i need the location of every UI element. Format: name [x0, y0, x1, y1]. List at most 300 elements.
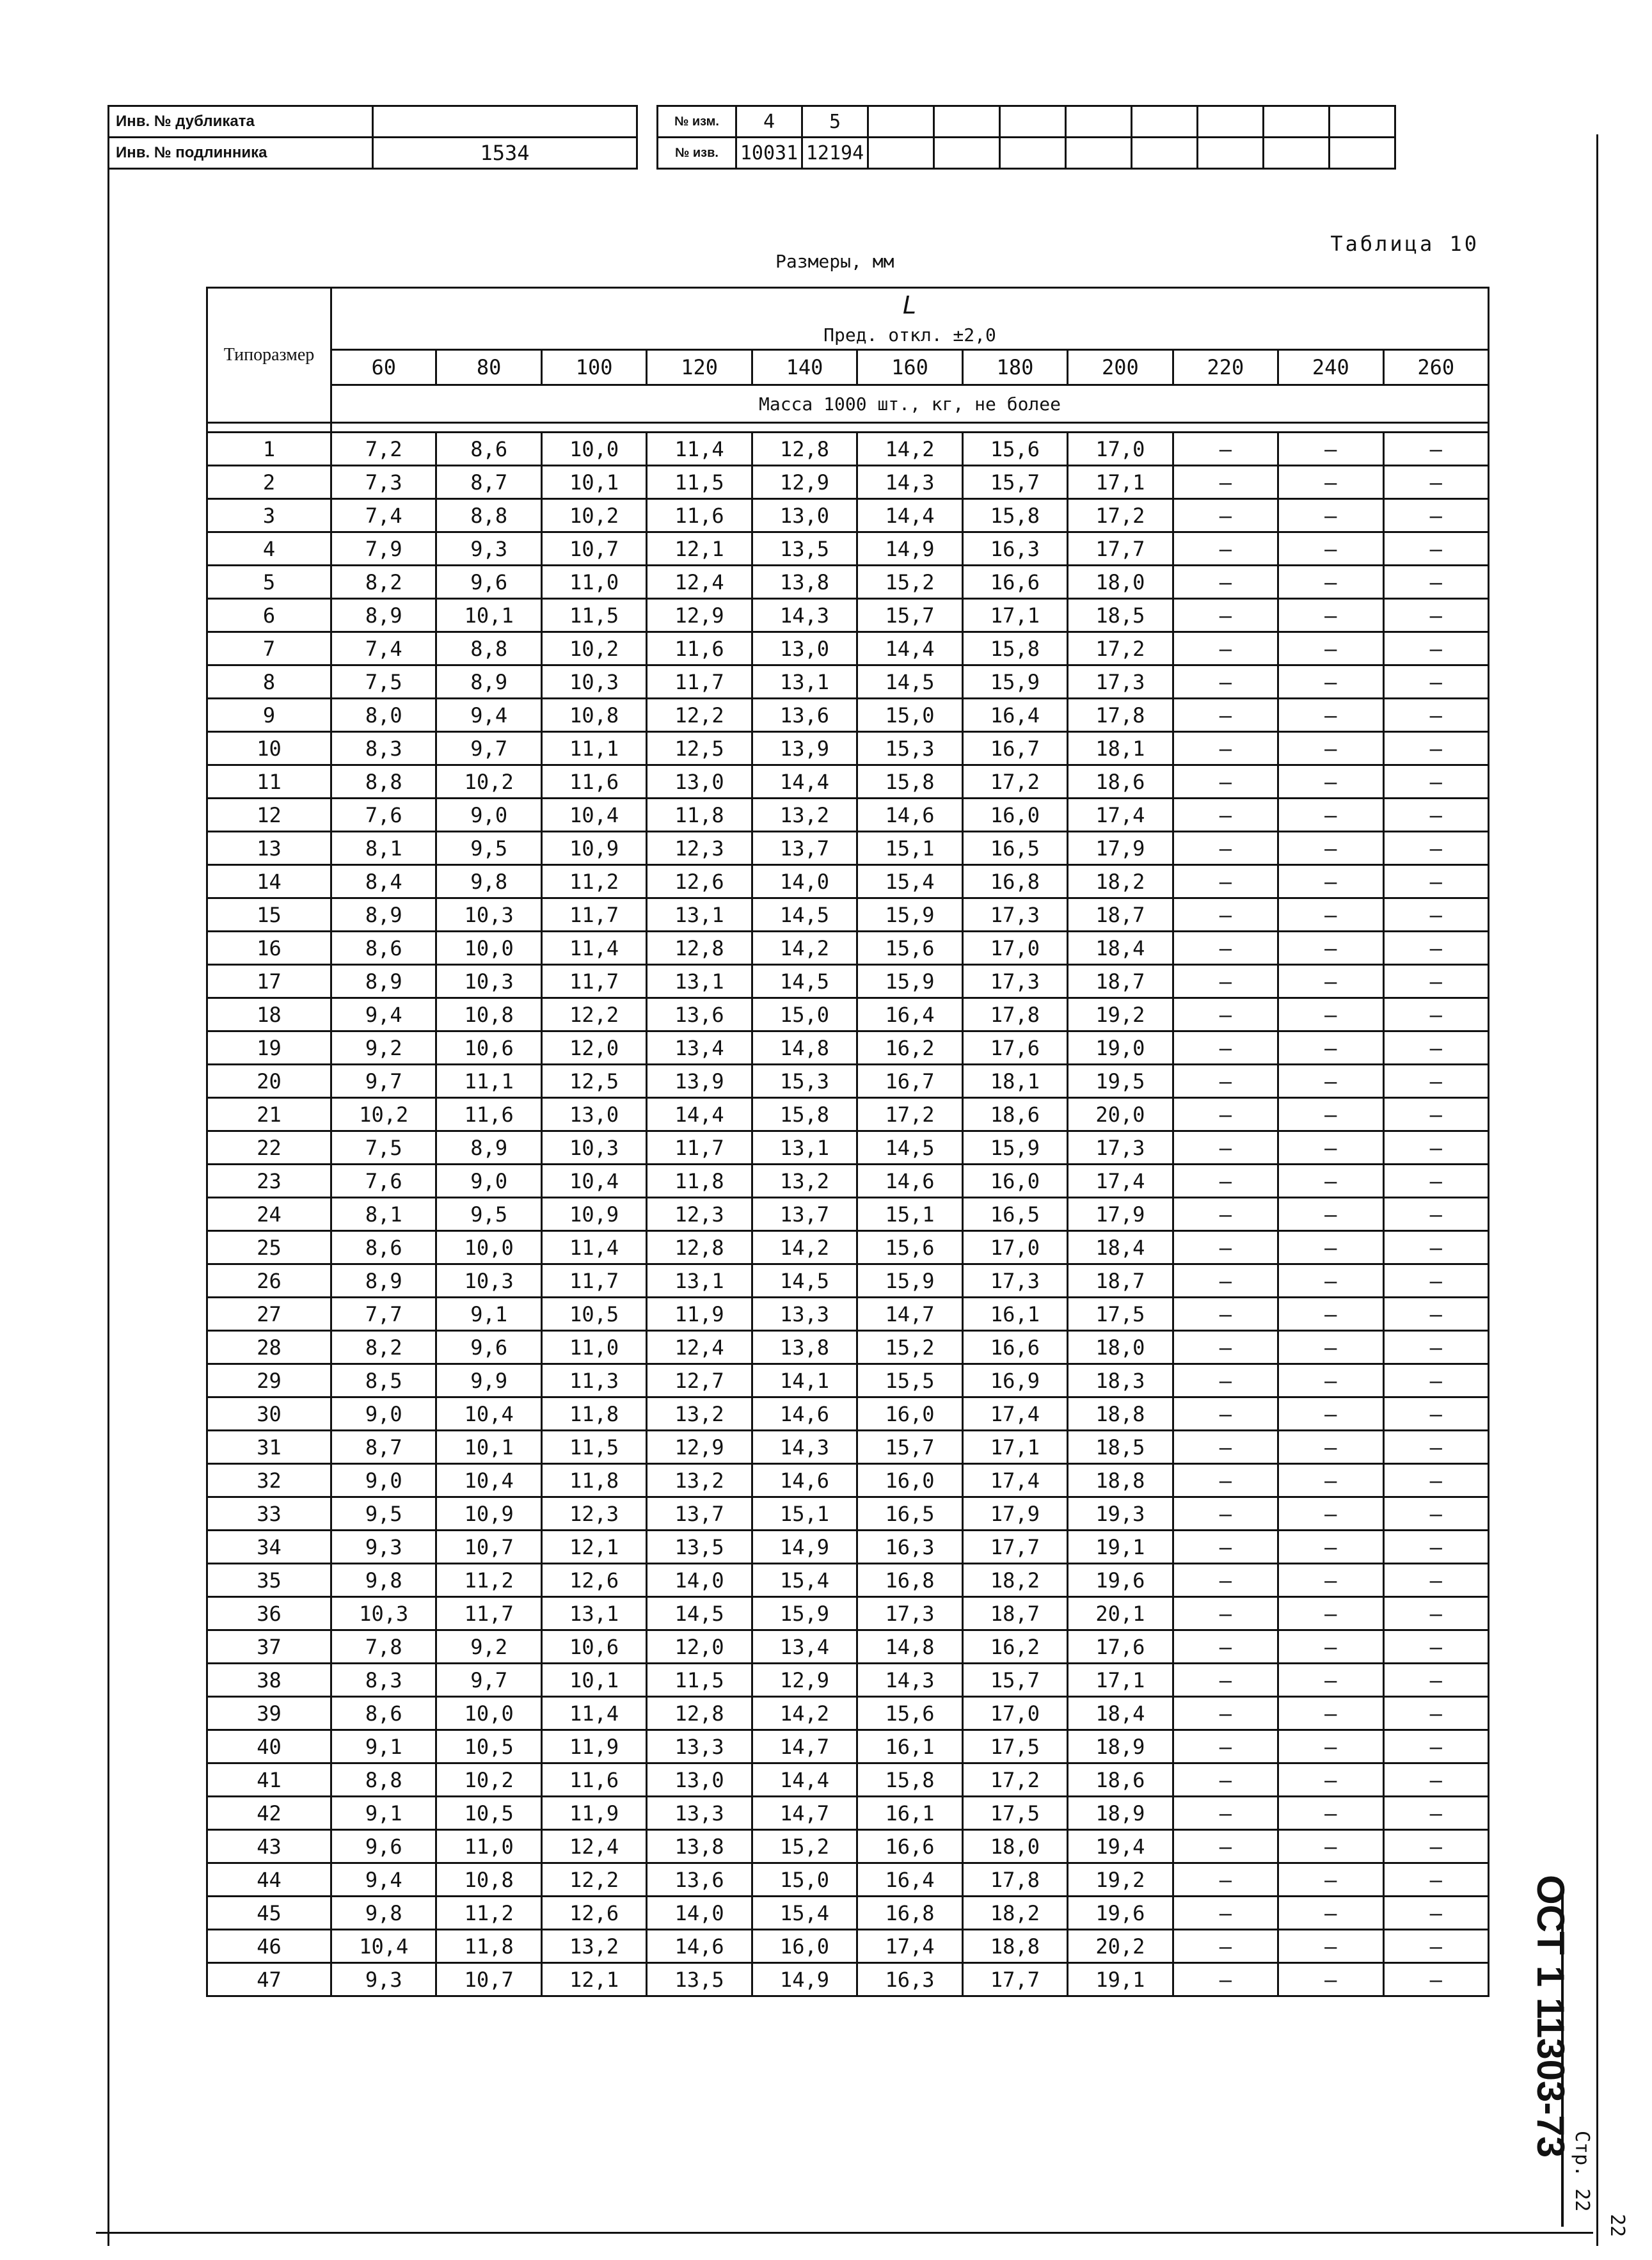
- size-cell: 46: [207, 1930, 331, 1963]
- mass-cell: 17,7: [962, 1963, 1067, 1996]
- mass-cell: –: [1278, 1264, 1383, 1298]
- mass-cell: 7,6: [331, 799, 436, 832]
- mass-cell: 16,0: [962, 799, 1067, 832]
- mass-cell: –: [1278, 599, 1383, 632]
- mass-cell: 11,6: [436, 1098, 541, 1131]
- revision-notice-cell: [1132, 138, 1198, 169]
- mass-cell: 17,5: [962, 1730, 1067, 1763]
- mass-cell: 16,7: [962, 732, 1067, 765]
- mass-cell: –: [1383, 1930, 1488, 1963]
- mass-cell: 13,1: [647, 1264, 752, 1298]
- mass-cell: –: [1278, 1298, 1383, 1331]
- mass-cell: –: [1383, 1031, 1488, 1065]
- units-caption: Размеры, мм: [775, 251, 894, 272]
- original-inv-value: 1534: [373, 138, 637, 169]
- mass-cell: 15,7: [857, 1431, 962, 1464]
- mass-cell: –: [1383, 898, 1488, 932]
- mass-cell: –: [1383, 865, 1488, 898]
- length-column-header: 120: [647, 350, 752, 385]
- mass-cell: 8,7: [436, 466, 541, 499]
- mass-cell: –: [1278, 1763, 1383, 1797]
- mass-cell: 15,6: [962, 433, 1067, 466]
- mass-cell: –: [1173, 1098, 1278, 1131]
- mass-cell: 12,2: [541, 1863, 646, 1897]
- size-cell: 29: [207, 1364, 331, 1397]
- mass-cell: 11,1: [541, 732, 646, 765]
- page-frame-bottom: [96, 2232, 1593, 2234]
- table-row: [207, 466, 1489, 499]
- size-cell: 47: [207, 1963, 331, 1996]
- table-row: [207, 1331, 1489, 1364]
- table-row: [207, 1098, 1489, 1131]
- table-row: [207, 1431, 1489, 1464]
- mass-cell: –: [1278, 765, 1383, 799]
- mass-cell: 14,6: [752, 1397, 857, 1431]
- mass-cell: –: [1383, 732, 1488, 765]
- mass-cell: 13,5: [752, 532, 857, 566]
- mass-cell: –: [1383, 566, 1488, 599]
- size-cell: 2: [207, 466, 331, 499]
- mass-cell: –: [1278, 1431, 1383, 1464]
- mass-cell: –: [1173, 1597, 1278, 1630]
- revision-change-cell: 5: [802, 106, 868, 138]
- mass-cell: 18,7: [962, 1597, 1067, 1630]
- mass-cell: 11,6: [647, 632, 752, 665]
- mass-cell: 17,4: [1068, 1165, 1173, 1198]
- change-number-label: № изм.: [658, 106, 736, 138]
- mass-cell: –: [1173, 1464, 1278, 1497]
- mass-cell: 9,0: [436, 799, 541, 832]
- mass-cell: 18,8: [1068, 1397, 1173, 1431]
- mass-cell: 15,9: [857, 898, 962, 932]
- mass-cell: 12,9: [752, 1664, 857, 1697]
- mass-cell: 17,9: [1068, 832, 1173, 865]
- mass-cell: –: [1383, 1298, 1488, 1331]
- mass-cell: –: [1383, 1431, 1488, 1464]
- size-cell: 33: [207, 1497, 331, 1531]
- size-cell: 10: [207, 732, 331, 765]
- mass-cell: –: [1278, 1930, 1383, 1963]
- mass-cell: –: [1278, 1231, 1383, 1264]
- length-column-header: 160: [857, 350, 962, 385]
- size-cell: 1: [207, 433, 331, 466]
- mass-cell: 13,4: [752, 1630, 857, 1664]
- mass-cell: 14,9: [752, 1963, 857, 1996]
- length-column-header: 200: [1068, 350, 1173, 385]
- mass-cell: 17,1: [1068, 1664, 1173, 1697]
- mass-cell: –: [1278, 865, 1383, 898]
- mass-cell: 17,2: [962, 1763, 1067, 1797]
- table-row: [207, 1664, 1489, 1697]
- mass-cell: 9,7: [436, 732, 541, 765]
- mass-cell: 15,8: [857, 765, 962, 799]
- mass-cell: 17,2: [857, 1098, 962, 1131]
- mass-cell: 12,1: [541, 1963, 646, 1996]
- mass-cell: 15,9: [857, 1264, 962, 1298]
- mass-cell: 8,1: [331, 1198, 436, 1231]
- mass-cell: –: [1173, 932, 1278, 965]
- mass-cell: 12,7: [647, 1364, 752, 1397]
- duplicate-inv-label: Инв. № дубликата: [109, 106, 373, 138]
- mass-cell: 8,9: [436, 665, 541, 699]
- mass-cell: 12,6: [541, 1897, 646, 1930]
- revision-change-cell: 4: [736, 106, 802, 138]
- mass-cell: –: [1383, 1231, 1488, 1264]
- mass-cell: 18,8: [962, 1930, 1067, 1963]
- mass-cell: –: [1278, 566, 1383, 599]
- mass-cell: –: [1383, 1497, 1488, 1531]
- table-row: [207, 998, 1489, 1031]
- table-row: [207, 932, 1489, 965]
- table-row: [207, 1797, 1489, 1830]
- mass-cell: 10,4: [541, 1165, 646, 1198]
- mass-cell: 10,3: [541, 665, 646, 699]
- mass-cell: 11,8: [436, 1930, 541, 1963]
- mass-cell: 17,3: [962, 898, 1067, 932]
- mass-cell: 12,0: [647, 1630, 752, 1664]
- mass-cell: 17,0: [1068, 433, 1173, 466]
- mass-cell: 9,1: [436, 1298, 541, 1331]
- mass-cell: –: [1383, 998, 1488, 1031]
- mass-cell: –: [1278, 499, 1383, 532]
- mass-cell: –: [1173, 1797, 1278, 1830]
- mass-cell: 17,0: [962, 1231, 1067, 1264]
- table-row: [207, 799, 1489, 832]
- mass-cell: 17,8: [1068, 699, 1173, 732]
- mass-cell: 11,8: [541, 1464, 646, 1497]
- mass-cell: 8,9: [331, 599, 436, 632]
- mass-cell: 17,2: [1068, 499, 1173, 532]
- mass-cell: –: [1278, 1065, 1383, 1098]
- mass-cell: 17,8: [962, 1863, 1067, 1897]
- mass-cell: –: [1383, 1264, 1488, 1298]
- mass-cell: –: [1278, 1364, 1383, 1397]
- mass-cell: 15,3: [752, 1065, 857, 1098]
- size-cell: 37: [207, 1630, 331, 1664]
- table-row: [207, 1963, 1489, 1996]
- mass-cell: 18,3: [1068, 1364, 1173, 1397]
- mass-cell: –: [1278, 1963, 1383, 1996]
- mass-cell: 14,8: [857, 1630, 962, 1664]
- mass-cell: 12,8: [647, 1231, 752, 1264]
- mass-cell: 9,3: [436, 532, 541, 566]
- mass-cell: 7,3: [331, 466, 436, 499]
- mass-cell: –: [1278, 699, 1383, 732]
- mass-cell: –: [1278, 532, 1383, 566]
- mass-cell: 12,4: [647, 1331, 752, 1364]
- mass-cell: 10,0: [436, 1231, 541, 1264]
- mass-cell: –: [1383, 665, 1488, 699]
- mass-cell: –: [1278, 433, 1383, 466]
- table-row: [207, 1930, 1489, 1963]
- table-row: [207, 566, 1489, 599]
- mass-cell: 14,4: [857, 499, 962, 532]
- mass-cell: 8,8: [331, 1763, 436, 1797]
- mass-cell: 13,6: [647, 998, 752, 1031]
- mass-cell: –: [1173, 1364, 1278, 1397]
- mass-cell: 11,2: [436, 1897, 541, 1930]
- mass-cell: 8,8: [331, 765, 436, 799]
- mass-cell: 9,6: [436, 566, 541, 599]
- mass-cell: –: [1173, 1264, 1278, 1298]
- mass-cell: 8,9: [331, 898, 436, 932]
- size-cell: 9: [207, 699, 331, 732]
- mass-cell: 9,3: [331, 1963, 436, 1996]
- mass-cell: –: [1383, 1597, 1488, 1630]
- mass-cell: 18,4: [1068, 1231, 1173, 1264]
- mass-cell: 11,4: [647, 433, 752, 466]
- mass-cell: 10,9: [541, 832, 646, 865]
- mass-cell: 14,8: [752, 1031, 857, 1065]
- mass-header: Масса 1000 шт., кг, не более: [331, 385, 1489, 423]
- mass-cell: –: [1278, 1198, 1383, 1231]
- revision-notice-cell: [1066, 138, 1132, 169]
- mass-cell: 16,1: [857, 1797, 962, 1830]
- table-row: [207, 732, 1489, 765]
- mass-cell: 14,2: [752, 1697, 857, 1730]
- mass-cell: –: [1278, 799, 1383, 832]
- mass-cell: –: [1173, 1165, 1278, 1198]
- table-row: [207, 433, 1489, 466]
- mass-cell: 10,6: [541, 1630, 646, 1664]
- mass-cell: –: [1173, 665, 1278, 699]
- mass-cell: 19,0: [1068, 1031, 1173, 1065]
- revision-notice-cell: 10031: [736, 138, 802, 169]
- mass-cell: –: [1173, 1298, 1278, 1331]
- mass-cell: 12,1: [647, 532, 752, 566]
- mass-cell: 10,3: [541, 1131, 646, 1165]
- mass-cell: 18,9: [1068, 1730, 1173, 1763]
- mass-cell: 18,7: [1068, 1264, 1173, 1298]
- mass-cell: 19,6: [1068, 1564, 1173, 1597]
- size-cell: 4: [207, 532, 331, 566]
- mass-cell: 19,1: [1068, 1963, 1173, 1996]
- mass-cell: 15,7: [962, 1664, 1067, 1697]
- mass-cell: 10,0: [436, 1697, 541, 1730]
- revision-notice-cell: [1000, 138, 1066, 169]
- mass-cell: 11,1: [436, 1065, 541, 1098]
- mass-table: [206, 287, 1489, 1997]
- mass-cell: 14,1: [752, 1364, 857, 1397]
- mass-cell: 12,8: [752, 433, 857, 466]
- mass-cell: –: [1173, 1031, 1278, 1065]
- mass-cell: 10,4: [436, 1464, 541, 1497]
- revision-notice-cell: 12194: [802, 138, 868, 169]
- mass-cell: 7,7: [331, 1298, 436, 1331]
- mass-cell: 10,5: [541, 1298, 646, 1331]
- mass-cell: –: [1383, 1797, 1488, 1830]
- mass-cell: 9,2: [436, 1630, 541, 1664]
- table-row: [207, 1630, 1489, 1664]
- mass-cell: –: [1278, 898, 1383, 932]
- mass-cell: 16,4: [857, 998, 962, 1031]
- mass-cell: 15,1: [752, 1497, 857, 1531]
- mass-cell: 10,1: [541, 466, 646, 499]
- mass-cell: 15,0: [752, 998, 857, 1031]
- mass-cell: 9,1: [331, 1730, 436, 1763]
- table-row: [207, 1298, 1489, 1331]
- size-cell: 21: [207, 1098, 331, 1131]
- mass-cell: –: [1383, 1464, 1488, 1497]
- size-cell: 22: [207, 1131, 331, 1165]
- mass-cell: 13,1: [541, 1597, 646, 1630]
- mass-cell: 11,7: [541, 1264, 646, 1298]
- mass-cell: 15,4: [752, 1897, 857, 1930]
- mass-cell: –: [1278, 632, 1383, 665]
- table-row: [207, 1597, 1489, 1630]
- mass-cell: –: [1278, 832, 1383, 865]
- mass-cell: –: [1278, 965, 1383, 998]
- mass-cell: –: [1383, 765, 1488, 799]
- mass-cell: 13,3: [647, 1730, 752, 1763]
- mass-cell: 9,8: [436, 865, 541, 898]
- mass-cell: –: [1173, 1863, 1278, 1897]
- mass-cell: 8,7: [331, 1431, 436, 1464]
- mass-cell: 9,8: [331, 1564, 436, 1597]
- mass-cell: 15,2: [857, 566, 962, 599]
- mass-cell: 10,4: [541, 799, 646, 832]
- mass-cell: 13,7: [752, 1198, 857, 1231]
- mass-cell: 10,9: [541, 1198, 646, 1231]
- mass-cell: –: [1173, 1431, 1278, 1464]
- mass-cell: 10,3: [436, 965, 541, 998]
- mass-cell: 8,4: [331, 865, 436, 898]
- mass-cell: 13,1: [647, 965, 752, 998]
- mass-cell: –: [1278, 1464, 1383, 1497]
- mass-cell: 15,9: [962, 665, 1067, 699]
- size-cell: 44: [207, 1863, 331, 1897]
- mass-cell: –: [1173, 1763, 1278, 1797]
- mass-cell: 12,5: [647, 732, 752, 765]
- mass-cell: –: [1173, 865, 1278, 898]
- mass-cell: 9,8: [331, 1897, 436, 1930]
- table-row: [207, 665, 1489, 699]
- mass-cell: 12,4: [647, 566, 752, 599]
- size-cell: 25: [207, 1231, 331, 1264]
- mass-cell: 14,7: [857, 1298, 962, 1331]
- mass-cell: 13,1: [752, 1131, 857, 1165]
- mass-cell: 16,9: [962, 1364, 1067, 1397]
- mass-cell: 18,0: [962, 1830, 1067, 1863]
- mass-cell: 13,2: [647, 1397, 752, 1431]
- mass-cell: –: [1383, 1564, 1488, 1597]
- mass-cell: –: [1278, 466, 1383, 499]
- mass-cell: 16,6: [857, 1830, 962, 1863]
- size-cell: 5: [207, 566, 331, 599]
- mass-cell: –: [1383, 1364, 1488, 1397]
- mass-cell: 11,9: [647, 1298, 752, 1331]
- mass-cell: –: [1383, 799, 1488, 832]
- mass-cell: 13,2: [541, 1930, 646, 1963]
- mass-cell: –: [1278, 1098, 1383, 1131]
- mass-cell: –: [1173, 1065, 1278, 1098]
- mass-cell: 19,6: [1068, 1897, 1173, 1930]
- size-cell: 28: [207, 1331, 331, 1364]
- table-row: [207, 1464, 1489, 1497]
- mass-cell: 14,4: [857, 632, 962, 665]
- mass-cell: –: [1278, 732, 1383, 765]
- mass-cell: 15,5: [857, 1364, 962, 1397]
- mass-cell: 14,0: [647, 1897, 752, 1930]
- mass-cell: 8,0: [331, 699, 436, 732]
- mass-cell: –: [1173, 1231, 1278, 1264]
- size-cell: 23: [207, 1165, 331, 1198]
- size-cell: 30: [207, 1397, 331, 1431]
- mass-cell: 8,8: [436, 632, 541, 665]
- mass-cell: –: [1173, 1531, 1278, 1564]
- mass-cell: 11,6: [647, 499, 752, 532]
- mass-cell: 14,3: [857, 1664, 962, 1697]
- mass-cell: 10,1: [436, 599, 541, 632]
- mass-cell: 8,6: [331, 1231, 436, 1264]
- mass-cell: 10,2: [541, 499, 646, 532]
- mass-cell: 10,8: [436, 998, 541, 1031]
- mass-cell: 11,3: [541, 1364, 646, 1397]
- length-symbol: L: [902, 291, 917, 320]
- mass-cell: 8,9: [436, 1131, 541, 1165]
- mass-cell: 11,5: [647, 1664, 752, 1697]
- mass-cell: 17,3: [962, 965, 1067, 998]
- mass-cell: –: [1173, 1963, 1278, 1996]
- length-column-header: 80: [436, 350, 541, 385]
- mass-cell: –: [1173, 1830, 1278, 1863]
- mass-cell: 9,0: [331, 1397, 436, 1431]
- mass-cell: 17,9: [962, 1497, 1067, 1531]
- mass-cell: 9,0: [436, 1165, 541, 1198]
- mass-cell: 14,2: [752, 1231, 857, 1264]
- mass-cell: –: [1173, 832, 1278, 865]
- mass-cell: –: [1173, 732, 1278, 765]
- mass-cell: 17,2: [1068, 632, 1173, 665]
- mass-cell: 18,2: [962, 1564, 1067, 1597]
- mass-cell: 14,9: [857, 532, 962, 566]
- length-column-header: 140: [752, 350, 857, 385]
- mass-cell: 19,2: [1068, 998, 1173, 1031]
- mass-cell: 16,5: [962, 832, 1067, 865]
- mass-cell: 17,9: [1068, 1198, 1173, 1231]
- mass-cell: 14,5: [752, 965, 857, 998]
- mass-cell: 15,7: [857, 599, 962, 632]
- size-cell: 16: [207, 932, 331, 965]
- mass-cell: 12,3: [647, 1198, 752, 1231]
- page-number: Стр. 22: [1571, 2131, 1593, 2212]
- mass-cell: 13,3: [647, 1797, 752, 1830]
- mass-cell: –: [1383, 1531, 1488, 1564]
- mass-cell: 11,7: [647, 665, 752, 699]
- mass-cell: 15,4: [857, 865, 962, 898]
- mass-cell: –: [1383, 1098, 1488, 1131]
- mass-cell: 17,1: [962, 599, 1067, 632]
- mass-cell: 15,9: [962, 1131, 1067, 1165]
- size-cell: 36: [207, 1597, 331, 1630]
- mass-cell: 14,7: [752, 1730, 857, 1763]
- mass-cell: 11,2: [541, 865, 646, 898]
- mass-cell: 13,0: [647, 1763, 752, 1797]
- revision-notice-cell: [868, 138, 934, 169]
- mass-cell: 11,5: [541, 1431, 646, 1464]
- mass-cell: 14,2: [857, 433, 962, 466]
- size-cell: 43: [207, 1830, 331, 1863]
- mass-cell: 19,1: [1068, 1531, 1173, 1564]
- mass-cell: –: [1278, 1897, 1383, 1930]
- mass-cell: –: [1383, 499, 1488, 532]
- mass-cell: 20,0: [1068, 1098, 1173, 1131]
- mass-cell: 8,2: [331, 566, 436, 599]
- mass-cell: 11,8: [647, 1165, 752, 1198]
- mass-cell: –: [1173, 699, 1278, 732]
- length-column-header: 100: [541, 350, 646, 385]
- mass-cell: –: [1173, 965, 1278, 998]
